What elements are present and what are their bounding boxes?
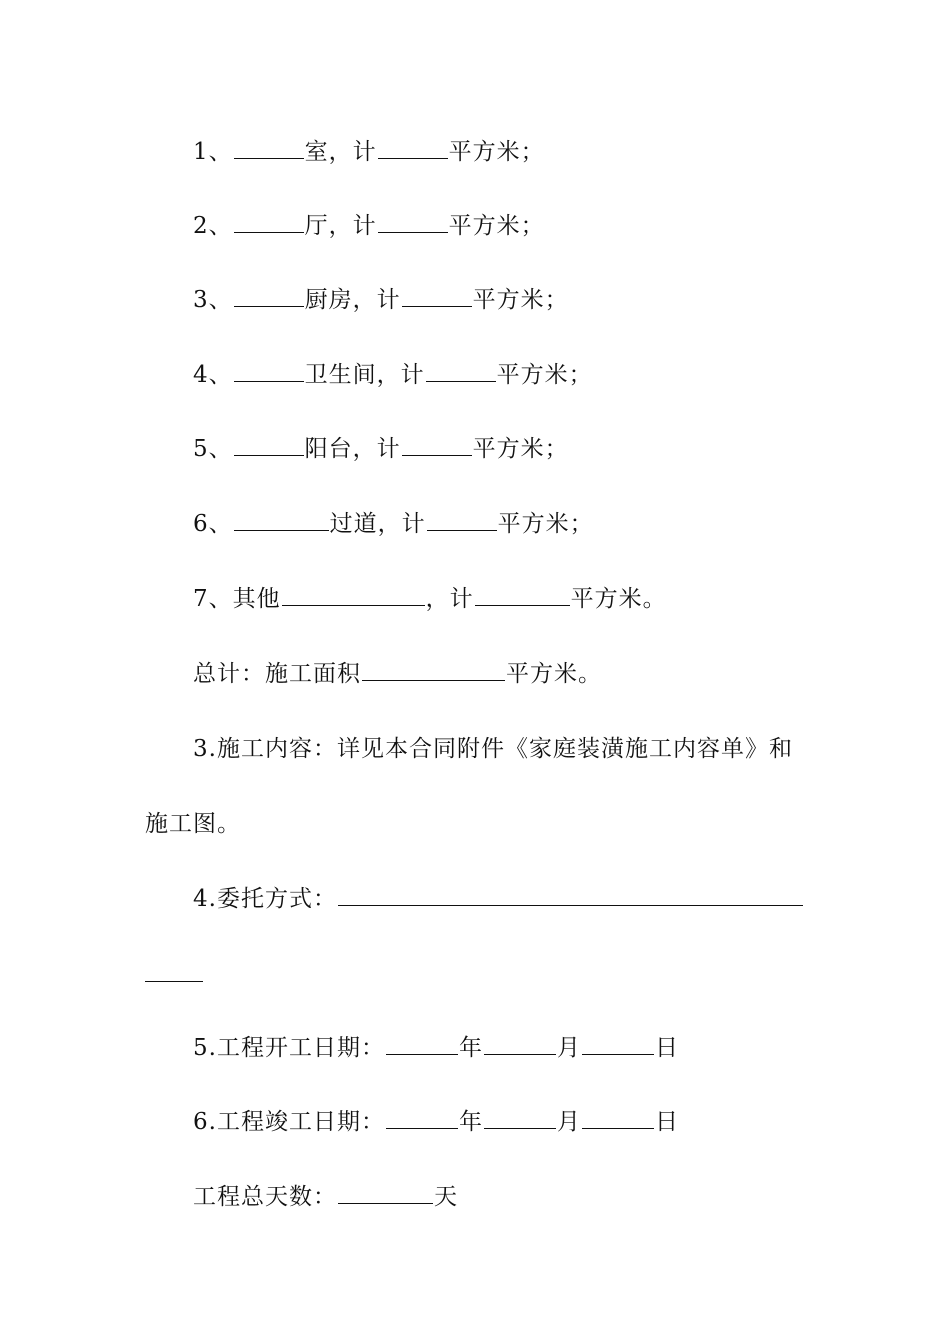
room-line-3 (193, 285, 569, 315)
item-number: 6、 (193, 511, 233, 537)
room-line-1 (193, 137, 545, 167)
room-label: 阳台，计 (304, 436, 401, 462)
day-unit-label: 天 (434, 1184, 458, 1210)
blank-field[interactable] (362, 660, 505, 681)
blank-field[interactable] (484, 1108, 556, 1129)
blank-field[interactable] (378, 138, 448, 159)
blank-field[interactable] (402, 286, 472, 307)
day-label: 日 (654, 1109, 679, 1135)
start-date-line (193, 1033, 679, 1063)
blank-field[interactable] (234, 138, 304, 159)
year-label: 年 (458, 1109, 483, 1135)
construction-content-text: 3.施工内容：详见本合同附件《家庭装潢施工内容单》和 (193, 736, 793, 762)
total-area-line (193, 659, 602, 689)
entrust-label: 4.委托方式： (193, 886, 337, 912)
total-days-line (193, 1182, 458, 1212)
room-line-7 (193, 584, 667, 614)
blank-field[interactable] (282, 585, 425, 606)
content-line-2 (145, 809, 241, 839)
other-label: 其他 (232, 586, 281, 612)
blank-field[interactable] (234, 286, 304, 307)
room-line-2 (193, 211, 545, 241)
item-number: 2、 (193, 213, 233, 239)
room-line-4 (193, 360, 593, 390)
day-label: 日 (654, 1035, 679, 1061)
end-date-line (193, 1107, 679, 1137)
item-number: 4、 (193, 362, 233, 388)
count-label: ，计 (425, 586, 474, 612)
blank-field[interactable] (234, 361, 304, 382)
year-label: 年 (458, 1035, 483, 1061)
item-number: 7、 (193, 586, 233, 612)
blank-field[interactable] (386, 1108, 458, 1129)
blank-field[interactable] (426, 361, 496, 382)
blank-field[interactable] (475, 585, 570, 606)
blank-field[interactable] (402, 435, 472, 456)
unit-label: 平方米； (472, 436, 569, 462)
total-label: 总计：施工面积 (193, 661, 361, 687)
blank-field[interactable] (386, 1034, 458, 1055)
room-line-6 (193, 509, 594, 539)
room-label: 厨房，计 (304, 287, 401, 313)
construction-content-text: 施工图。 (145, 811, 241, 837)
blank-field[interactable] (338, 1183, 433, 1204)
total-days-label: 工程总天数： (193, 1184, 337, 1210)
room-label: 卫生间，计 (304, 362, 425, 388)
blank-field-continuation[interactable] (145, 981, 203, 982)
item-number: 5、 (193, 436, 233, 462)
blank-field[interactable] (582, 1108, 654, 1129)
unit-label: 平方米。 (506, 661, 602, 687)
blank-field[interactable] (582, 1034, 654, 1055)
unit-label: 平方米； (448, 213, 545, 239)
room-label: 厅，计 (304, 213, 377, 239)
blank-field[interactable] (234, 510, 329, 531)
month-label: 月 (556, 1035, 581, 1061)
item-number: 3、 (193, 287, 233, 313)
room-label: 过道，计 (329, 511, 426, 537)
content-line-1 (193, 734, 793, 764)
room-line-5 (193, 434, 569, 464)
end-date-label: 6.工程竣工日期： (193, 1109, 385, 1135)
unit-label: 平方米； (448, 139, 545, 165)
blank-field[interactable] (234, 435, 304, 456)
blank-field[interactable] (484, 1034, 556, 1055)
item-number: 1、 (193, 139, 233, 165)
start-date-label: 5.工程开工日期： (193, 1035, 385, 1061)
month-label: 月 (556, 1109, 581, 1135)
unit-label: 平方米。 (570, 586, 667, 612)
blank-field[interactable] (427, 510, 497, 531)
unit-label: 平方米； (472, 287, 569, 313)
blank-field[interactable] (338, 885, 803, 906)
blank-field[interactable] (378, 212, 448, 233)
entrust-line (193, 884, 804, 914)
room-label: 室，计 (304, 139, 377, 165)
unit-label: 平方米； (497, 511, 594, 537)
unit-label: 平方米； (496, 362, 593, 388)
blank-field[interactable] (234, 212, 304, 233)
